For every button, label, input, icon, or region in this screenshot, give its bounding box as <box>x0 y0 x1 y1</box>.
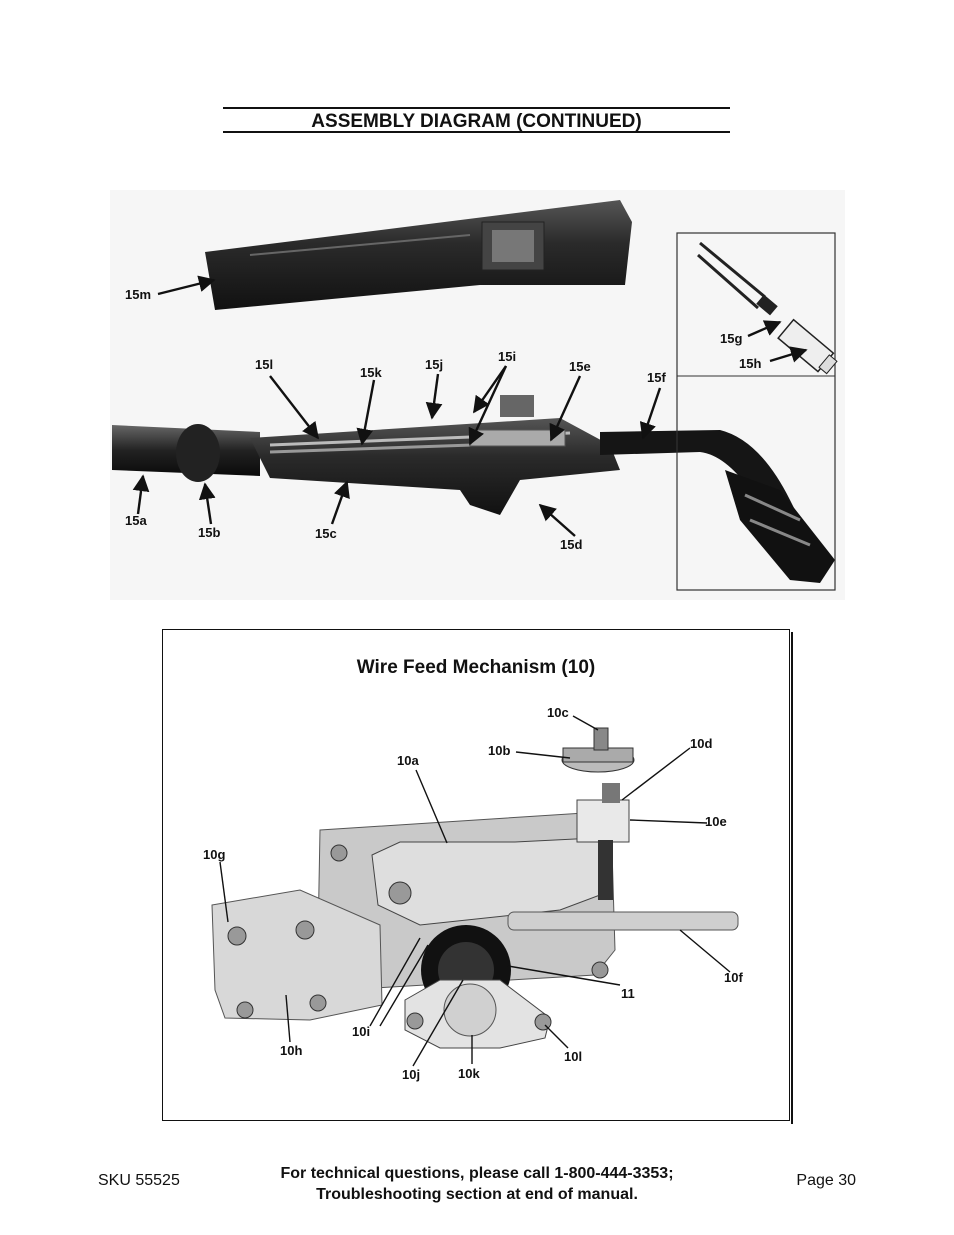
callout-15e: 15e <box>569 359 591 374</box>
callout-10c: 10c <box>547 705 569 720</box>
callout-10k: 10k <box>458 1066 480 1081</box>
title-rule-bottom <box>223 131 730 133</box>
wire-feed-title: Wire Feed Mechanism (10) <box>356 657 596 678</box>
callout-15b: 15b <box>198 525 221 540</box>
callout-10a: 10a <box>397 753 419 768</box>
callout-15a: 15a <box>125 513 147 528</box>
callout-10j: 10j <box>402 1067 421 1082</box>
callout-10l: 10l <box>564 1049 583 1064</box>
callout-10g: 10g <box>203 847 226 862</box>
wire-feed-photo <box>200 700 760 1100</box>
footer-support-line2: Troubleshooting section at end of manual. <box>316 1186 638 1203</box>
callout-15g: 15g <box>720 331 743 346</box>
callout-10h: 10h <box>280 1043 303 1058</box>
callout-15d: 15d <box>560 537 583 552</box>
callout-15m: 15m <box>125 287 152 302</box>
footer-support <box>220 1163 734 1205</box>
callout-10b: 10b <box>488 743 511 758</box>
page-title: ASSEMBLY DIAGRAM (CONTINUED) <box>311 111 642 132</box>
callout-15l: 15l <box>255 357 274 372</box>
callout-15h: 15h <box>739 356 762 371</box>
callout-10e: 10e <box>705 814 727 829</box>
callout-11: 11 <box>621 986 635 1001</box>
footer-sku: SKU 55525 <box>98 1172 180 1189</box>
callout-15k: 15k <box>360 365 382 380</box>
footer-page-number: Page 30 <box>796 1172 856 1189</box>
footer-support-line1: For technical questions, please call 1-800-444-3353; <box>280 1165 674 1182</box>
title-rule-top <box>223 107 730 109</box>
callout-10f: 10f <box>724 970 743 985</box>
callout-15j: 15j <box>425 357 444 372</box>
callout-15f: 15f <box>647 370 666 385</box>
callout-15c: 15c <box>315 526 337 541</box>
callout-10i: 10i <box>352 1024 371 1039</box>
callout-10d: 10d <box>690 736 713 751</box>
callout-15i: 15i <box>498 349 517 364</box>
